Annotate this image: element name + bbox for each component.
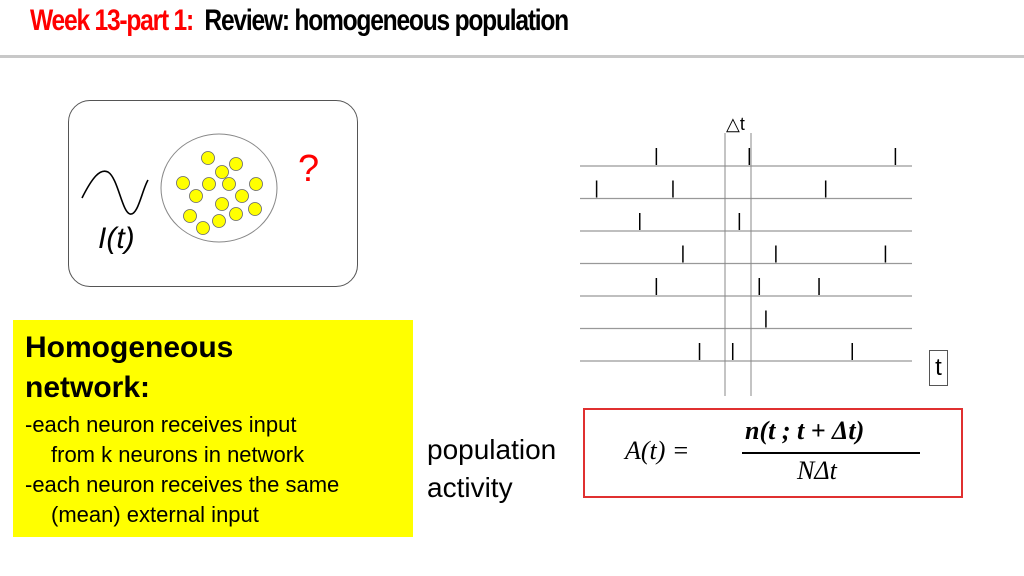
- neuron-dot: [250, 178, 263, 191]
- delta-t-label: △t: [726, 114, 745, 134]
- info-heading: [25, 328, 233, 408]
- formula-numerator: n(t ; t + Δt): [745, 416, 865, 445]
- population-activity-label: [427, 431, 556, 507]
- neuron-dot: [184, 210, 197, 223]
- neuron-dot: [203, 178, 216, 191]
- title-prefix: Week 13-part 1:: [30, 4, 193, 37]
- neuron-dot: [223, 178, 236, 191]
- neuron-dot: [236, 190, 249, 203]
- spike-raster: [580, 133, 912, 396]
- activity-formula-box: [583, 408, 963, 498]
- neuron-dot: [190, 190, 203, 203]
- bullet2-line1: -each neuron receives the same: [25, 472, 340, 497]
- neuron-dot: [197, 222, 210, 235]
- formula-fraction-bar: [742, 452, 920, 454]
- formula-denominator: NΔt: [797, 456, 837, 485]
- neuron-dot: [202, 152, 215, 165]
- neuron-dot: [213, 215, 226, 228]
- population-label-line1: population: [427, 434, 557, 465]
- time-axis-label: t: [929, 350, 948, 386]
- bullet2-line2: (mean) external input: [51, 502, 259, 527]
- neuron-dot: [177, 177, 190, 190]
- info-heading-line1: Homogeneous: [25, 331, 234, 364]
- input-label: I(t): [98, 222, 135, 255]
- homogeneous-network-box: [13, 320, 413, 537]
- info-heading-line2: network:: [25, 371, 151, 404]
- population-label-line2: activity: [427, 472, 513, 503]
- bullet1-line1: -each neuron receives input: [25, 412, 297, 437]
- neuron-dot: [216, 198, 229, 211]
- neuron-dot: [230, 158, 243, 171]
- neuron-dot: [249, 203, 262, 216]
- neuron-dot: [216, 166, 229, 179]
- neuron-dot: [230, 208, 243, 221]
- input-signal-icon: [82, 171, 148, 214]
- formula-lhs: A(t) =: [625, 436, 690, 465]
- question-mark: ?: [298, 148, 320, 190]
- title-main: Review: homogeneous population: [204, 4, 568, 37]
- bullet1-line2: from k neurons in network: [51, 442, 305, 467]
